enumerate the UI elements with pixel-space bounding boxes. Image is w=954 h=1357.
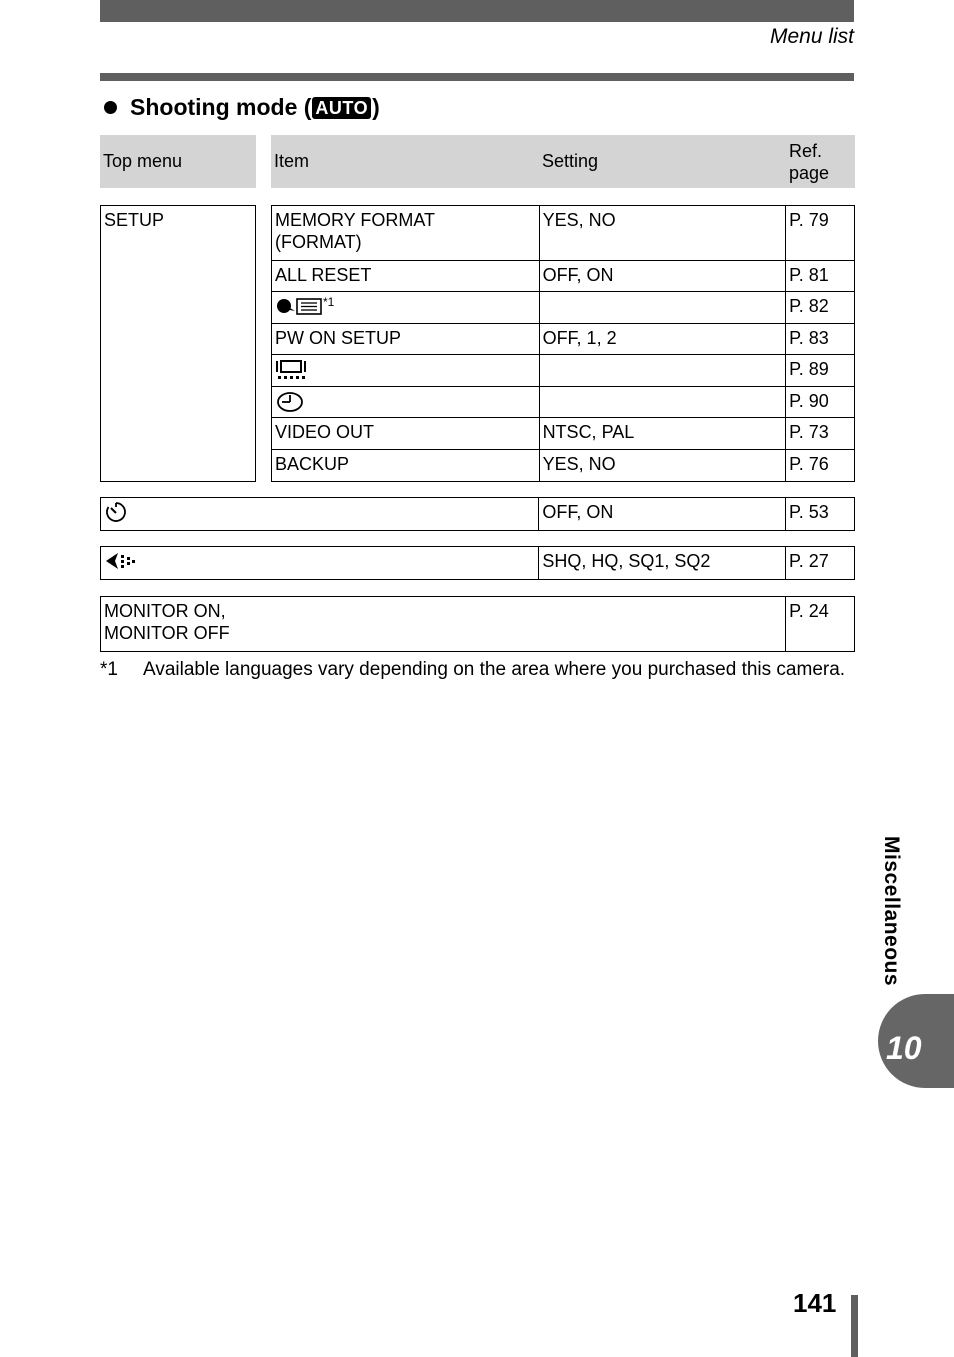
footnote-ref: *1 bbox=[323, 295, 335, 309]
setting-cell: NTSC, PAL bbox=[539, 418, 786, 450]
item-cell: ALL RESET bbox=[272, 261, 540, 292]
setting-cell: YES, NO bbox=[539, 450, 786, 482]
section-title-text: Shooting mode ( bbox=[130, 94, 312, 120]
page-bar bbox=[851, 1295, 858, 1357]
header-ref-label: Ref. bbox=[789, 140, 823, 161]
self-timer-icon bbox=[104, 501, 128, 523]
setting-cell: OFF, ON bbox=[539, 498, 786, 531]
setting-cell bbox=[539, 387, 786, 418]
setting-cell: YES, NO bbox=[539, 206, 786, 261]
table-row bbox=[272, 450, 855, 482]
bullet-icon bbox=[104, 101, 117, 114]
auto-mode-badge: AUTO bbox=[312, 97, 371, 119]
item-cell: PW ON SETUP bbox=[272, 324, 540, 355]
clock-icon bbox=[275, 390, 305, 412]
table-row bbox=[272, 206, 855, 261]
quality-table bbox=[100, 546, 855, 580]
setting-cell: OFF, ON bbox=[539, 261, 786, 292]
table-row bbox=[272, 324, 855, 355]
table-row bbox=[272, 418, 855, 450]
header-page-label: page bbox=[789, 162, 830, 183]
footnote-text: Available languages vary depending on the area where you purchased this camera. bbox=[143, 659, 846, 680]
item-cell bbox=[272, 387, 540, 418]
item-cell: BACKUP bbox=[272, 450, 540, 482]
table-row bbox=[272, 261, 855, 292]
header-title: Menu list bbox=[769, 25, 854, 48]
setting-cell bbox=[539, 292, 786, 324]
ref-cell: P. 89 bbox=[786, 355, 855, 387]
ref-cell: P. 83 bbox=[786, 324, 855, 355]
item-text: MEMORY FORMAT bbox=[275, 210, 436, 230]
ref-cell: P. 90 bbox=[786, 387, 855, 418]
ref-cell: P. 27 bbox=[786, 547, 855, 580]
setup-top-menu-cell: SETUP bbox=[101, 206, 256, 482]
monitor-table bbox=[100, 596, 855, 652]
ref-cell: P. 76 bbox=[786, 450, 855, 482]
item-cell bbox=[101, 547, 539, 580]
monitor-brightness-icon bbox=[275, 358, 307, 380]
ref-cell: P. 81 bbox=[786, 261, 855, 292]
image-quality-icon bbox=[104, 550, 136, 572]
header-item-label: Item bbox=[274, 151, 310, 171]
table-row bbox=[101, 547, 855, 580]
top-bar bbox=[100, 0, 854, 22]
header-item bbox=[271, 135, 539, 188]
item-cell bbox=[272, 206, 540, 261]
ref-cell: P. 24 bbox=[786, 597, 855, 652]
item-cell bbox=[101, 498, 539, 531]
section-title bbox=[104, 94, 380, 121]
setup-top-menu-table bbox=[100, 205, 256, 482]
item-cell bbox=[101, 597, 786, 652]
ref-cell: P. 53 bbox=[786, 498, 855, 531]
item-text: MONITOR OFF bbox=[104, 623, 230, 643]
header-setting bbox=[539, 135, 786, 188]
self-timer-table bbox=[100, 497, 855, 531]
table-row bbox=[101, 498, 855, 531]
setup-items-table bbox=[271, 205, 855, 482]
header-top-menu-label: Top menu bbox=[103, 151, 183, 171]
section-title-close: ) bbox=[372, 94, 380, 120]
chapter-number: 10 bbox=[886, 1030, 922, 1066]
page-number: 141 bbox=[793, 1288, 837, 1318]
item-text: MONITOR ON, bbox=[104, 601, 226, 621]
setting-cell: SHQ, HQ, SQ1, SQ2 bbox=[539, 547, 786, 580]
setting-cell bbox=[539, 355, 786, 387]
item-cell: VIDEO OUT bbox=[272, 418, 540, 450]
item-cell bbox=[272, 292, 540, 324]
language-icon bbox=[275, 295, 323, 317]
header-top-menu bbox=[100, 135, 256, 188]
item-text: (FORMAT) bbox=[275, 232, 362, 252]
header-setting-label: Setting bbox=[542, 151, 599, 171]
table-row bbox=[272, 387, 855, 418]
table-row bbox=[272, 355, 855, 387]
footnote bbox=[100, 659, 860, 681]
header-rule bbox=[100, 73, 854, 81]
ref-cell: P. 82 bbox=[786, 292, 855, 324]
ref-cell: P. 73 bbox=[786, 418, 855, 450]
table-row bbox=[272, 292, 855, 324]
footnote-mark: *1 bbox=[100, 659, 118, 680]
table-row bbox=[101, 597, 855, 652]
header-ref-page bbox=[786, 135, 855, 188]
ref-cell: P. 79 bbox=[786, 206, 855, 261]
item-cell bbox=[272, 355, 540, 387]
chapter-side-label: Miscellaneous bbox=[880, 836, 903, 987]
setting-cell: OFF, 1, 2 bbox=[539, 324, 786, 355]
